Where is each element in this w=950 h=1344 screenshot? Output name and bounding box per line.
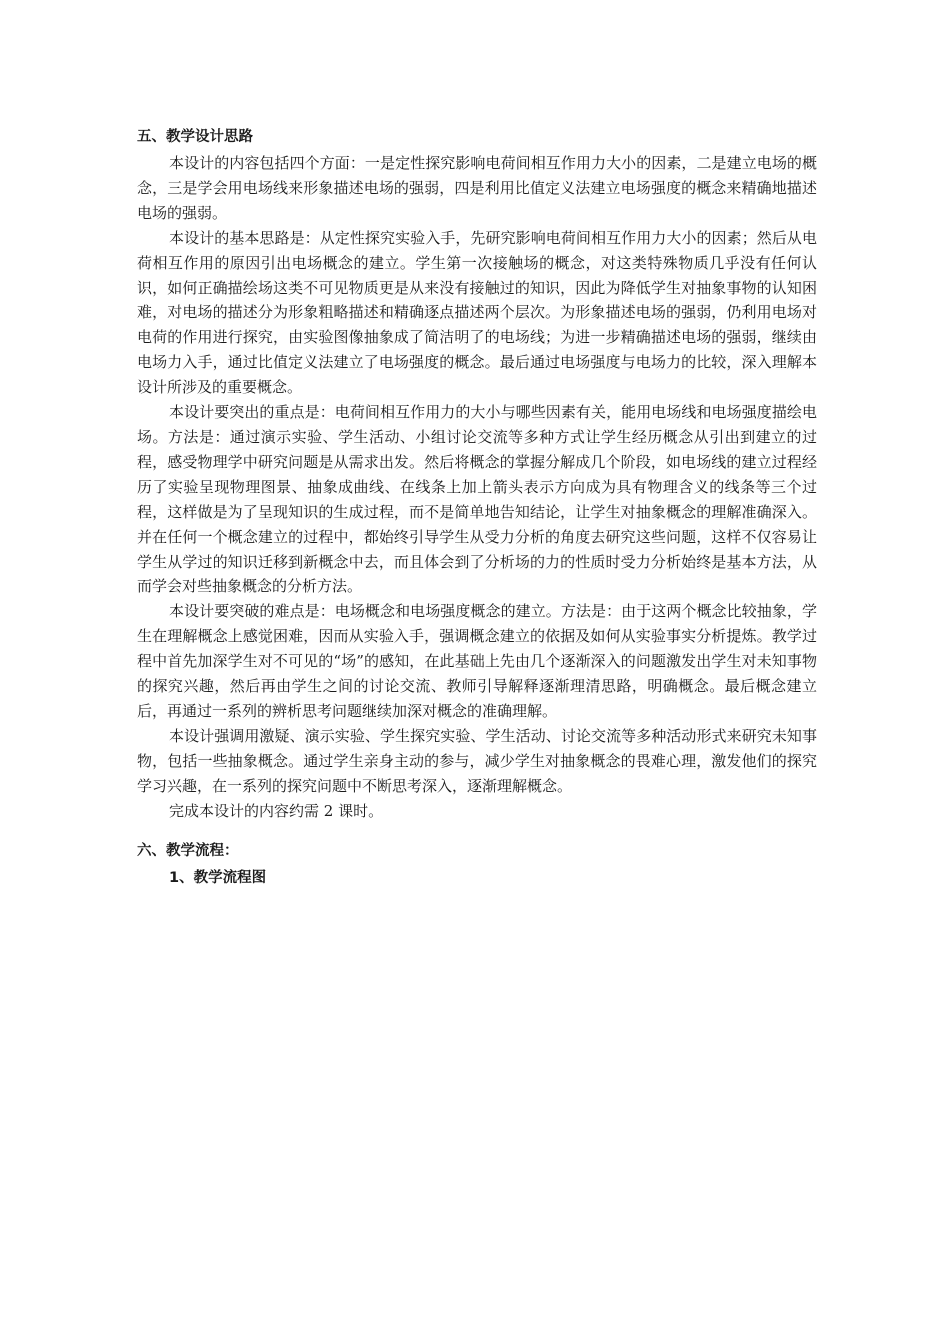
- paragraph-activity-forms: 本设计强调用激疑、演示实验、学生探究实验、学生活动、讨论交流等多种活动形式来研究未知事物，包括一些抽象概念。通过学生亲身主动的参与，减少学生对抽象概念的畏难心理，激发他们的探究学习兴趣，在一系列的探究问题中不断思考深入，逐渐理解概念。: [137, 726, 817, 795]
- section-heading-design-approach: 五、教学设计思路: [137, 129, 253, 145]
- sub-heading-flowchart: 1、教学流程图: [169, 870, 267, 887]
- paragraph-basic-approach: 本设计的基本思路是：从定性探究实验入手，先研究影响电荷间相互作用力大小的因素；然后从电荷相互作用的原因引出电场概念的建立。学生第一次接触场的概念，对这类特殊物质几乎没有任何认识，如何正确描绘场这类不可见物质更是从来没有接触过的知识，因此为降低学生对抽象事物的认知困难，对电场的描述分为形象粗略描述和精确逐点描述两个层次。为形象描述电场的强弱，仍利用电场对电荷的作用进行探究，由实验图像抽象成了简洁明了的电场线；为进一步精确描述电场的强弱，继续由电场力入手，通过比值定义法建立了电场强度的概念。最后通过电场强度与电场力的比较，深入理解本设计所涉及的重要概念。: [137, 228, 817, 397]
- paragraph-difficult-points: 本设计要突破的难点是：电场概念和电场强度概念的建立。方法是：由于这两个概念比较抽象，学生在理解概念上感觉困难，因而从实验入手，强调概念建立的依据及如何从实验事实分析提炼。教学过程中首先加深学生对不可见的“场”的感知，在此基础上先由几个逐渐深入的问题激发出学生对未知事物的探究兴趣，然后再由学生之间的讨论交流、教师引导解释逐渐理清思路，明确概念。最后概念建立后，再通过一系列的辨析思考问题继续加深对概念的准确理解。: [137, 602, 817, 720]
- section-heading-teaching-process: 六、教学流程：: [137, 843, 239, 860]
- paragraph-content-overview: 本设计的内容包括四个方面：一是定性探究影响电荷间相互作用力大小的因素，二是建立电场的概念，三是学会用电场线来形象描述电场的强弱，四是利用比值定义法建立电场强度的概念来精确地描述电场的强弱。: [137, 154, 817, 222]
- paragraph-class-hours: 完成本设计的内容约需 2 课时。: [169, 801, 384, 820]
- paragraph-key-points: 本设计要突出的重点是：电荷间相互作用力的大小与哪些因素有关，能用电场线和电场强度描绘电场。方法是：通过演示实验、学生活动、小组讨论交流等多种方式让学生经历概念从引出到建立的过程，感受物理学中研究问题是从需求出发。然后将概念的掌握分解成几个阶段，如电场线的建立过程经历了实验呈现物理图景、抽象成曲线、在线条上加上箭头表示方向成为具有物理含义的线条等三个过程，这样做是为了呈现知识的生成过程，而不是简单地告知结论，让学生对抽象概念的理解准确深入。并在任何一个概念建立的过程中，都始终引导学生从受力分析的角度去研究这些问题，这样不仅容易让学生从学过的知识迁移到新概念中去，而且体会到了分析场的力的性质时受力分析始终是基本方法，从而学会对些抽象概念的分析方法。: [137, 403, 817, 596]
- document-page: [137, 124, 817, 892]
